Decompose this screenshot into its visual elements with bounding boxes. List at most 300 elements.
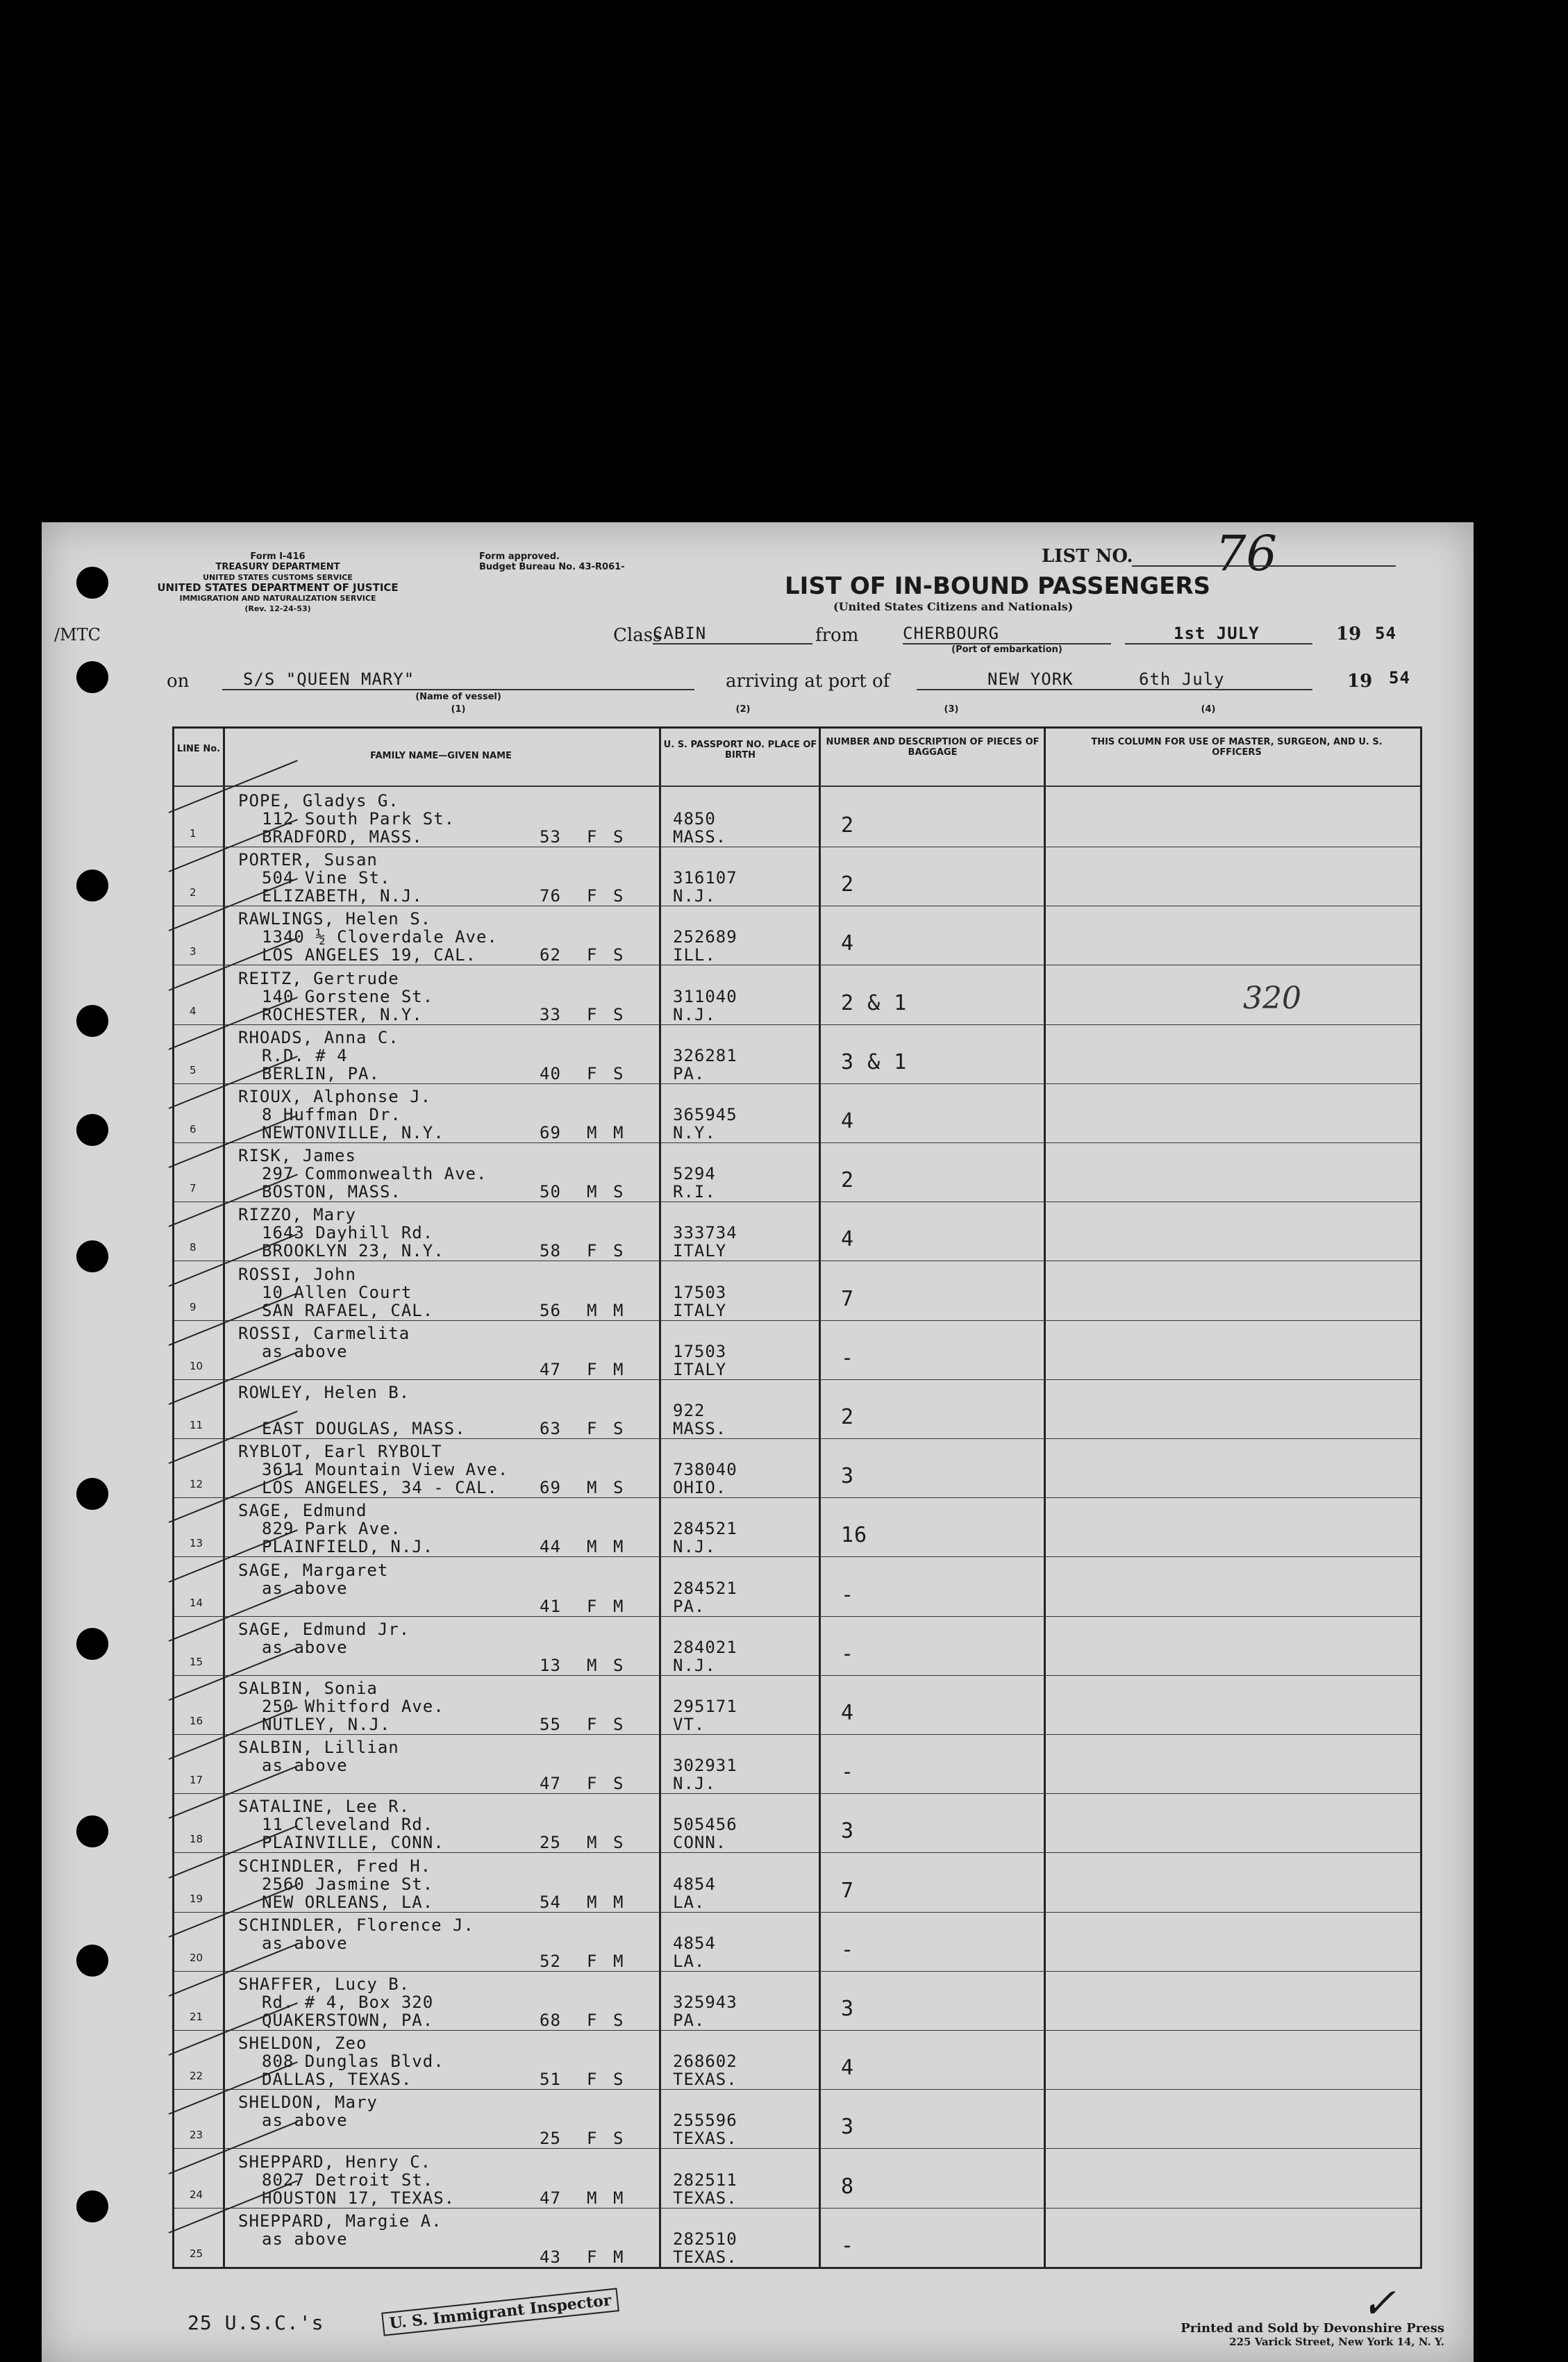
age: 69 bbox=[540, 1478, 561, 1498]
sex: M bbox=[587, 1655, 598, 1675]
place-of-birth: LA. bbox=[673, 1892, 706, 1912]
header-rule bbox=[174, 785, 1420, 787]
age: 62 bbox=[540, 945, 561, 965]
passenger-name: ROSSI, John bbox=[238, 1264, 356, 1284]
line-number: 8 bbox=[190, 1241, 197, 1254]
marital-status: S bbox=[613, 1833, 624, 1853]
line-number: 11 bbox=[190, 1419, 203, 1431]
sex: F bbox=[587, 2011, 598, 2030]
passenger-name: RAWLINGS, Helen S. bbox=[238, 909, 432, 929]
table-row bbox=[174, 2209, 1420, 2268]
marital-status: M bbox=[613, 1123, 624, 1142]
place-of-birth: N.J. bbox=[673, 1774, 716, 1794]
place-of-birth: LA. bbox=[673, 1951, 706, 1971]
marital-status: M bbox=[613, 1300, 624, 1320]
address-street: 2560 Jasmine St. bbox=[262, 1874, 434, 1894]
passenger-name: SATALINE, Lee R. bbox=[238, 1797, 410, 1817]
address-city: SAN RAFAEL, CAL. bbox=[262, 1300, 434, 1320]
marital-status: M bbox=[613, 1596, 624, 1616]
passenger-name: RIOUX, Alphonse J. bbox=[238, 1087, 432, 1106]
address-city: BRADFORD, MASS. bbox=[262, 827, 423, 847]
passenger-name: RHOADS, Anna C. bbox=[238, 1027, 399, 1047]
punch-hole bbox=[76, 1240, 108, 1272]
address-street: as above bbox=[262, 1756, 348, 1776]
marital-status: S bbox=[613, 1182, 624, 1202]
punch-hole bbox=[76, 2190, 108, 2222]
footer-count: 25 U.S.C.'s bbox=[187, 2311, 324, 2334]
sex: F bbox=[587, 1004, 598, 1024]
baggage-count: 3 bbox=[841, 1819, 855, 1844]
baggage-count: - bbox=[841, 1641, 855, 1666]
marital-status: S bbox=[613, 1063, 624, 1083]
baggage-count: 4 bbox=[841, 1227, 855, 1252]
line-number: 6 bbox=[190, 1123, 197, 1136]
address-street: Rd. # 4, Box 320 bbox=[262, 1993, 434, 2012]
address-street: as above bbox=[262, 2111, 348, 2131]
officer-note: 320 bbox=[1243, 981, 1301, 1016]
passenger-name: SHELDON, Mary bbox=[238, 2093, 378, 2113]
passport-number: 325943 bbox=[673, 1993, 737, 2012]
table-row bbox=[174, 1617, 1420, 1677]
col-num-2: (2) bbox=[735, 704, 751, 715]
line-number: 12 bbox=[190, 1478, 203, 1491]
baggage-count: 3 bbox=[841, 2115, 855, 2140]
passport-number: 4854 bbox=[673, 1874, 716, 1894]
address-street: 808 Dunglas Blvd. bbox=[262, 2052, 444, 2072]
passenger-name: POPE, Gladys G. bbox=[238, 791, 399, 810]
sex: M bbox=[587, 1123, 598, 1142]
age: 76 bbox=[540, 886, 561, 906]
col-num-4: (4) bbox=[1201, 704, 1216, 715]
punch-hole bbox=[76, 1815, 108, 1847]
line-number: 19 bbox=[190, 1892, 203, 1905]
passport-number: 268602 bbox=[673, 2052, 737, 2072]
sex: M bbox=[587, 2188, 598, 2208]
class-value: CABIN bbox=[653, 624, 707, 643]
age: 52 bbox=[540, 1951, 561, 1971]
marital-status: S bbox=[613, 2129, 624, 2149]
place-of-birth: N.J. bbox=[673, 1655, 716, 1675]
line-number: 22 bbox=[190, 2070, 203, 2083]
check-mark: ✓ bbox=[1361, 2279, 1396, 2328]
age: 55 bbox=[540, 1715, 561, 1734]
sex: M bbox=[587, 1892, 598, 1912]
line-number: 24 bbox=[190, 2188, 203, 2201]
sex: F bbox=[587, 2247, 598, 2267]
sex: F bbox=[587, 1596, 598, 1616]
line-number: 20 bbox=[190, 1951, 203, 1964]
age: 47 bbox=[540, 1359, 561, 1379]
sex: F bbox=[587, 1063, 598, 1083]
passenger-name: SAGE, Edmund bbox=[238, 1501, 367, 1521]
age: 44 bbox=[540, 1537, 561, 1557]
marital-status: S bbox=[613, 1478, 624, 1498]
table-row bbox=[174, 1262, 1420, 1322]
depart-year: 54 bbox=[1375, 624, 1396, 643]
age: 33 bbox=[540, 1004, 561, 1024]
address-street: 11 Cleveland Rd. bbox=[262, 1815, 434, 1835]
class-underline bbox=[653, 643, 812, 644]
baggage-count: 4 bbox=[841, 1109, 855, 1133]
sex: F bbox=[587, 1419, 598, 1438]
place-of-birth: PA. bbox=[673, 1596, 706, 1616]
passport-number: 505456 bbox=[673, 1815, 737, 1835]
age: 47 bbox=[540, 1774, 561, 1794]
line-number: 5 bbox=[190, 1063, 197, 1076]
port-embarkation: CHERBOURG bbox=[903, 624, 1000, 643]
line-number: 15 bbox=[190, 1655, 203, 1668]
address-street: as above bbox=[262, 1637, 348, 1657]
passport-number: 922 bbox=[673, 1401, 706, 1420]
table-row bbox=[174, 1558, 1420, 1617]
age: 43 bbox=[540, 2247, 561, 2267]
line-number: 9 bbox=[190, 1300, 197, 1313]
baggage-count: 7 bbox=[841, 1878, 855, 1903]
header-passport: U. S. PASSPORT NO. PLACE OF BIRTH bbox=[663, 740, 817, 760]
passenger-name: SALBIN, Lillian bbox=[238, 1738, 399, 1758]
marital-status: S bbox=[613, 886, 624, 906]
marital-status: S bbox=[613, 827, 624, 847]
table-row bbox=[174, 2149, 1420, 2209]
line-number: 13 bbox=[190, 1537, 203, 1550]
passenger-name: SHEPPARD, Henry C. bbox=[238, 2152, 432, 2172]
line-number: 16 bbox=[190, 1715, 203, 1727]
arrival-port: NEW YORK bbox=[987, 669, 1074, 689]
address-city: BERLIN, PA. bbox=[262, 1063, 380, 1083]
address-street: 3611 Mountain View Ave. bbox=[262, 1460, 509, 1480]
address-street: 112 South Park St. bbox=[262, 809, 456, 829]
baggage-count: - bbox=[841, 2233, 855, 2258]
sex: F bbox=[587, 1359, 598, 1379]
passenger-name: ROSSI, Carmelita bbox=[238, 1323, 410, 1343]
passenger-name: PORTER, Susan bbox=[238, 850, 378, 870]
place-of-birth: PA. bbox=[673, 2011, 706, 2030]
address-street: 297 Commonwealth Ave. bbox=[262, 1164, 487, 1184]
passport-number: 17503 bbox=[673, 1282, 727, 1302]
address-city: NEW ORLEANS, LA. bbox=[262, 1892, 434, 1912]
place-of-birth: ITALY bbox=[673, 1241, 727, 1261]
place-of-birth: TEXAS. bbox=[673, 2188, 737, 2208]
table-row bbox=[174, 906, 1420, 966]
vessel-underline bbox=[222, 689, 694, 690]
class-label: Class bbox=[613, 625, 662, 646]
table-row bbox=[174, 847, 1420, 907]
table-row bbox=[174, 1676, 1420, 1736]
passport-number: 284521 bbox=[673, 1519, 737, 1539]
punch-hole bbox=[76, 1478, 108, 1510]
place-of-birth: N.J. bbox=[673, 886, 716, 906]
line-number: 3 bbox=[190, 945, 197, 958]
marital-status: S bbox=[613, 1419, 624, 1438]
header-baggage: NUMBER AND DESCRIPTION OF PIECES OF BAGGAGE bbox=[826, 737, 1040, 758]
baggage-count: - bbox=[841, 1582, 855, 1607]
punch-hole bbox=[76, 1945, 108, 1977]
table-row bbox=[174, 1794, 1420, 1854]
address-city: ROCHESTER, N.Y. bbox=[262, 1004, 423, 1024]
table-row bbox=[174, 1321, 1420, 1381]
baggage-count: 2 bbox=[841, 872, 855, 897]
passenger-name: SAGE, Margaret bbox=[238, 1560, 389, 1580]
address-street: 829 Park Ave. bbox=[262, 1519, 401, 1539]
table-row bbox=[174, 1202, 1420, 1262]
address-city: BOSTON, MASS. bbox=[262, 1182, 401, 1202]
passenger-name: SCHINDLER, Florence J. bbox=[238, 1915, 474, 1935]
place-of-birth: ILL. bbox=[673, 945, 716, 965]
place-of-birth: TEXAS. bbox=[673, 2129, 737, 2149]
sex: F bbox=[587, 1951, 598, 1971]
age: 63 bbox=[540, 1419, 561, 1438]
on-label: on bbox=[167, 671, 190, 692]
passport-number: 17503 bbox=[673, 1341, 727, 1361]
passport-number: 284021 bbox=[673, 1637, 737, 1657]
marital-status: M bbox=[613, 1537, 624, 1557]
baggage-count: 16 bbox=[841, 1523, 868, 1548]
line-number: 18 bbox=[190, 1833, 203, 1846]
address-city: NEWTONVILLE, N.Y. bbox=[262, 1123, 444, 1142]
age: 51 bbox=[540, 2070, 561, 2090]
passport-number: 333734 bbox=[673, 1223, 737, 1243]
passport-number: 326281 bbox=[673, 1045, 737, 1065]
sex: F bbox=[587, 1715, 598, 1734]
marital-status: M bbox=[613, 1892, 624, 1912]
age: 40 bbox=[540, 1063, 561, 1083]
address-city: LOS ANGELES, 34 - CAL. bbox=[262, 1478, 498, 1498]
address-city: NUTLEY, N.J. bbox=[262, 1715, 391, 1734]
table-row bbox=[174, 1854, 1420, 1913]
from-label: from bbox=[815, 625, 859, 646]
list-no-line bbox=[1132, 565, 1396, 567]
marital-status: S bbox=[613, 1004, 624, 1024]
printer-imprint: Printed and Sold by Devonshire Press 225 Varick Street, New York 14, N. Y. bbox=[1181, 2321, 1444, 2348]
passenger-name: SAGE, Edmund Jr. bbox=[238, 1619, 410, 1639]
passport-number: 311040 bbox=[673, 986, 737, 1006]
marital-status: M bbox=[613, 1951, 624, 1971]
table-row bbox=[174, 1143, 1420, 1203]
table-row bbox=[174, 2090, 1420, 2149]
address-street: 1643 Dayhill Rd. bbox=[262, 1223, 434, 1243]
address-city: DALLAS, TEXAS. bbox=[262, 2070, 412, 2090]
line-number: 7 bbox=[190, 1182, 197, 1195]
table-row bbox=[174, 1439, 1420, 1499]
page-subtitle: (United States Citizens and Nationals) bbox=[833, 600, 1074, 613]
place-of-birth: ITALY bbox=[673, 1300, 727, 1320]
address-street: as above bbox=[262, 2229, 348, 2249]
age: 54 bbox=[540, 1892, 561, 1912]
table-row bbox=[174, 1972, 1420, 2031]
marital-status: M bbox=[613, 2247, 624, 2267]
place-of-birth: N.J. bbox=[673, 1004, 716, 1024]
passport-number: 252689 bbox=[673, 927, 737, 947]
passenger-name: SCHINDLER, Fred H. bbox=[238, 1856, 432, 1876]
address-city: ELIZABETH, N.J. bbox=[262, 886, 423, 906]
passport-number: 284521 bbox=[673, 1578, 737, 1598]
address-city: EAST DOUGLAS, MASS. bbox=[262, 1419, 466, 1438]
list-no-label: LIST NO. bbox=[1042, 546, 1133, 567]
age: 25 bbox=[540, 2129, 561, 2149]
table-row bbox=[174, 1913, 1420, 1972]
place-of-birth: MASS. bbox=[673, 1419, 727, 1438]
baggage-count: 8 bbox=[841, 2174, 855, 2199]
baggage-count: 4 bbox=[841, 931, 855, 956]
line-number: 4 bbox=[190, 1004, 197, 1017]
address-city: LOS ANGELES 19, CAL. bbox=[262, 945, 476, 965]
passenger-name: SHEPPARD, Margie A. bbox=[238, 2211, 442, 2231]
marital-status: S bbox=[613, 2070, 624, 2090]
address-city: BROOKLYN 23, N.Y. bbox=[262, 1241, 444, 1261]
header-name: FAMILY NAME—GIVEN NAME bbox=[370, 751, 512, 761]
marital-status: S bbox=[613, 1774, 624, 1794]
inspector-stamp: U. S. Immigrant Inspector bbox=[381, 2288, 619, 2336]
sex: F bbox=[587, 2070, 598, 2090]
place-of-birth: OHIO. bbox=[673, 1478, 727, 1498]
marital-status: S bbox=[613, 2011, 624, 2030]
table-row bbox=[174, 1380, 1420, 1440]
list-no-value: 76 bbox=[1215, 525, 1278, 582]
address-street: 250 Whitford Ave. bbox=[262, 1697, 444, 1716]
address-street: as above bbox=[262, 1933, 348, 1953]
baggage-count: 2 bbox=[841, 1168, 855, 1193]
address-street: 140 Gorstene St. bbox=[262, 986, 434, 1006]
baggage-count: 2 & 1 bbox=[841, 990, 908, 1015]
budget-approval: Form approved. Budget Bureau No. 43-R061- bbox=[479, 551, 625, 572]
line-number: 1 bbox=[190, 827, 197, 840]
address-street: R.D. # 4 bbox=[262, 1045, 348, 1065]
embark-caption: (Port of embarkation) bbox=[951, 644, 1062, 655]
baggage-count: - bbox=[841, 1937, 855, 1962]
baggage-count: - bbox=[841, 1345, 855, 1370]
address-street: 10 Allen Court bbox=[262, 1282, 412, 1302]
row-rule bbox=[174, 2267, 1420, 2268]
baggage-count: 2 bbox=[841, 813, 855, 838]
address-street: as above bbox=[262, 1578, 348, 1598]
address-street: 504 Vine St. bbox=[262, 868, 391, 888]
age: 56 bbox=[540, 1300, 561, 1320]
baggage-count: 2 bbox=[841, 1405, 855, 1429]
mtc-mark: /MTC bbox=[54, 625, 101, 644]
age: 41 bbox=[540, 1596, 561, 1616]
line-number: 17 bbox=[190, 1774, 203, 1787]
address-street: 8 Huffman Dr. bbox=[262, 1105, 401, 1124]
arrival-date: 6th July bbox=[1139, 669, 1225, 689]
passenger-name: ROWLEY, Helen B. bbox=[238, 1383, 410, 1402]
place-of-birth: R.I. bbox=[673, 1182, 716, 1202]
baggage-count: - bbox=[841, 1760, 855, 1785]
sex: F bbox=[587, 945, 598, 965]
sex: M bbox=[587, 1537, 598, 1557]
place-of-birth: PA. bbox=[673, 1063, 706, 1083]
sex: F bbox=[587, 886, 598, 906]
place-of-birth: N.J. bbox=[673, 1537, 716, 1557]
place-of-birth: N.Y. bbox=[673, 1123, 716, 1142]
passport-number: 316107 bbox=[673, 868, 737, 888]
line-number: 2 bbox=[190, 886, 197, 899]
place-of-birth: MASS. bbox=[673, 827, 727, 847]
table-row bbox=[174, 1498, 1420, 1558]
arriving-label: arriving at port of bbox=[726, 671, 890, 692]
address-street: 8027 Detroit St. bbox=[262, 2170, 434, 2190]
address-city: PLAINVILLE, CONN. bbox=[262, 1833, 444, 1853]
punch-hole bbox=[76, 870, 108, 901]
sex: M bbox=[587, 1478, 598, 1498]
sex: M bbox=[587, 1833, 598, 1853]
line-number: 14 bbox=[190, 1596, 203, 1609]
punch-hole bbox=[76, 1114, 108, 1146]
depart-year-prefix: 19 bbox=[1336, 624, 1362, 644]
header-line-no: LINE No. bbox=[176, 744, 221, 754]
header-official-use: THIS COLUMN FOR USE OF MASTER, SURGEON, AND U. S. OFFICERS bbox=[1091, 737, 1383, 758]
age: 58 bbox=[540, 1241, 561, 1261]
place-of-birth: TEXAS. bbox=[673, 2070, 737, 2090]
place-of-birth: VT. bbox=[673, 1715, 706, 1734]
passenger-table bbox=[172, 726, 1422, 2269]
line-number: 21 bbox=[190, 2011, 203, 2023]
passport-number: 4854 bbox=[673, 1933, 716, 1953]
col-num-3: (3) bbox=[944, 704, 959, 715]
marital-status: M bbox=[613, 1359, 624, 1379]
passport-number: 738040 bbox=[673, 1460, 737, 1480]
marital-status: S bbox=[613, 1655, 624, 1675]
baggage-count: 4 bbox=[841, 2056, 855, 2081]
marital-status: S bbox=[613, 1241, 624, 1261]
departure-date: 1st JULY bbox=[1174, 624, 1260, 643]
baggage-count: 3 & 1 bbox=[841, 1049, 908, 1074]
place-of-birth: CONN. bbox=[673, 1833, 727, 1853]
address-street: as above bbox=[262, 1341, 348, 1361]
baggage-count: 3 bbox=[841, 1464, 855, 1489]
col-num-1: (1) bbox=[451, 704, 466, 715]
address-city: QUAKERSTOWN, PA. bbox=[262, 2011, 434, 2030]
table-row bbox=[174, 2031, 1420, 2090]
passport-number: 365945 bbox=[673, 1105, 737, 1124]
table-row bbox=[174, 788, 1420, 848]
sex: F bbox=[587, 1774, 598, 1794]
passport-number: 255596 bbox=[673, 2111, 737, 2131]
passenger-name: RISK, James bbox=[238, 1146, 356, 1166]
place-of-birth: ITALY bbox=[673, 1359, 727, 1379]
line-number: 25 bbox=[190, 2247, 203, 2260]
marital-status: M bbox=[613, 2188, 624, 2208]
passenger-name: REITZ, Gertrude bbox=[238, 968, 399, 988]
sex: M bbox=[587, 1300, 598, 1320]
sex: F bbox=[587, 2129, 598, 2149]
passport-number: 4850 bbox=[673, 809, 716, 829]
place-of-birth: TEXAS. bbox=[673, 2247, 737, 2267]
sex: F bbox=[587, 827, 598, 847]
sex: F bbox=[587, 1241, 598, 1261]
passport-number: 282510 bbox=[673, 2229, 737, 2249]
line-number: 23 bbox=[190, 2129, 203, 2142]
vessel-caption: (Name of vessel) bbox=[415, 692, 501, 702]
arrival-year: 54 bbox=[1389, 668, 1410, 688]
passenger-name: RYBLOT, Earl RYBOLT bbox=[238, 1442, 442, 1462]
passenger-name: SHELDON, Zeo bbox=[238, 2034, 367, 2054]
line-number: 10 bbox=[190, 1359, 203, 1372]
arrival-year-prefix: 19 bbox=[1347, 671, 1373, 692]
table-row bbox=[174, 1735, 1420, 1795]
table-row bbox=[174, 1025, 1420, 1085]
age: 53 bbox=[540, 827, 561, 847]
passenger-name: RIZZO, Mary bbox=[238, 1205, 356, 1225]
passport-number: 282511 bbox=[673, 2170, 737, 2190]
address-city: PLAINFIELD, N.J. bbox=[262, 1537, 434, 1557]
passenger-name: SALBIN, Sonia bbox=[238, 1679, 378, 1698]
baggage-count: 7 bbox=[841, 1286, 855, 1311]
marital-status: S bbox=[613, 1715, 624, 1734]
address-street: 1340 ½ Cloverdale Ave. bbox=[262, 927, 498, 947]
sex: M bbox=[587, 1182, 598, 1202]
passport-number: 295171 bbox=[673, 1697, 737, 1716]
address-city: HOUSTON 17, TEXAS. bbox=[262, 2188, 456, 2208]
